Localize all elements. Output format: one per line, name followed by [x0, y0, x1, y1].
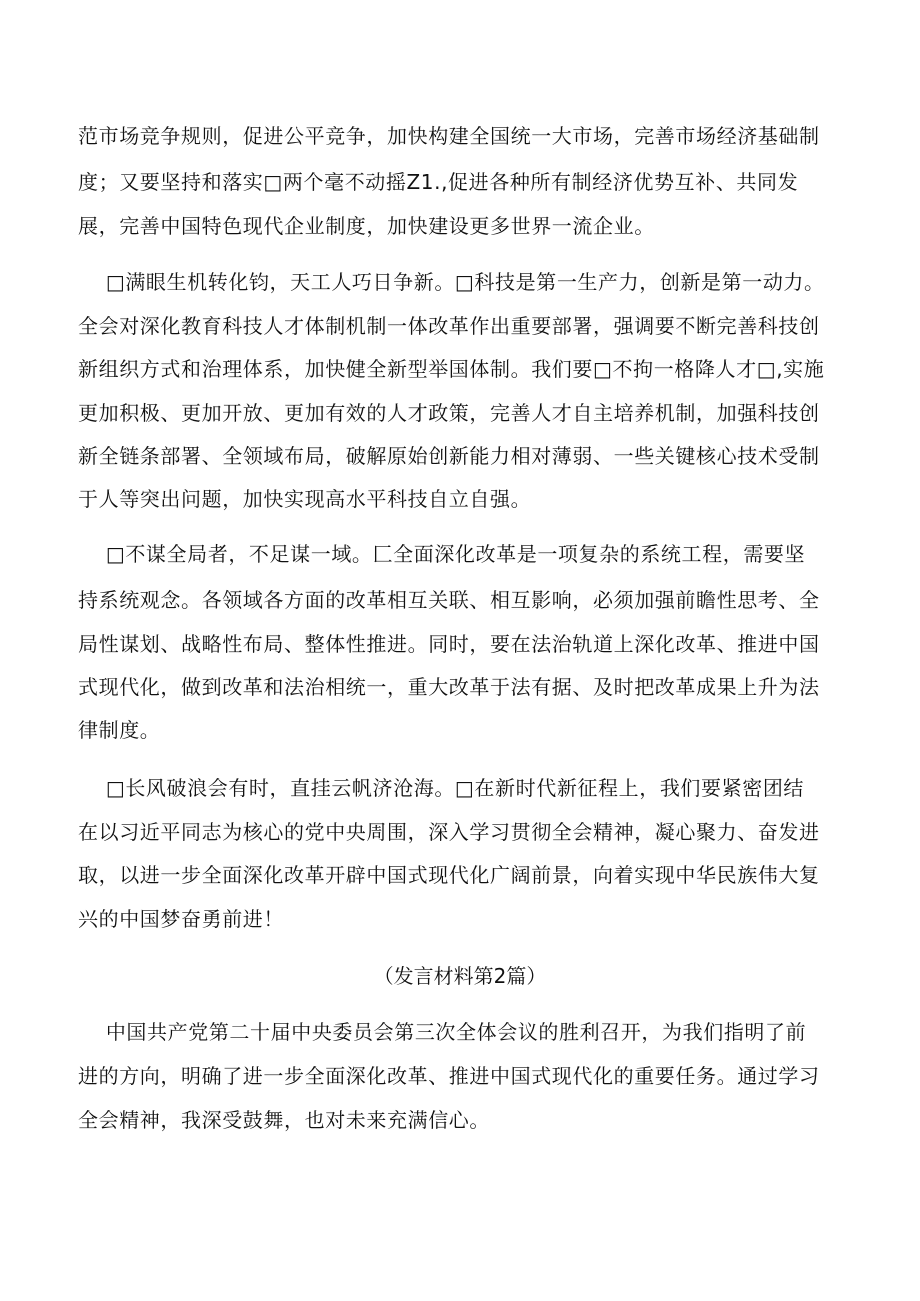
text-line: 于人等突出问题，加快实现高水平科技自立自强。	[78, 487, 532, 511]
text-line: 范市场竞争规则，促进公平竞争，加快构建全国统一大市场，完善市场经济基础制	[78, 124, 820, 148]
text-line: 在以习近平同志为核心的党中央周围，深入学习贯彻全会精神，凝心聚力、奋发进	[78, 820, 820, 844]
text-line: □长风破浪会有时，直挂云帆济沧海。□在新时代新征程上，我们要紧密团结	[78, 776, 805, 800]
text-line: 度；又要坚持和落实□两个毫不动摇Z1.,促进各种所有制经济优势互补、共同发	[78, 170, 799, 194]
text-line: 中国共产党第二十届中央委员会第三次全体会议的胜利召开，为我们指明了前	[78, 1020, 807, 1044]
text-line: 律制度。	[78, 718, 161, 742]
text-line: 新全链条部署、全领域布局，破解原始创新能力相对薄弱、一些关键核心技术受制	[78, 444, 820, 468]
text-line: □不谋全局者，不足谋一域。匚全面深化改革是一项复杂的系统工程，需要坚	[78, 542, 806, 566]
text-line: 全会对深化教育科技人才体制机制一体改革作出重要部署，强调要不断完善科技创	[78, 314, 820, 338]
text-line: 取，以进一步全面深化改革开辟中国式现代化广阔前景，向着实现中华民族伟大复	[78, 863, 820, 887]
text-line: 局性谋划、战略性布局、整体性推进。同时，要在法治轨道上深化改革、推进中国	[78, 632, 820, 656]
text-line: 更加积极、更加开放、更加有效的人才政策，完善人才自主培养机制，加强科技创	[78, 401, 820, 425]
text-line: 展，完善中国特色现代企业制度，加快建设更多世界一流企业。	[78, 214, 655, 238]
text-line: 式现代化，做到改革和法治相统一，重大改革于法有据、及时把改革成果上升为法	[78, 675, 820, 699]
section-heading: （发言材料第2篇）	[373, 964, 547, 988]
text-line: 持系统观念。各领域各方面的改革相互关联、相互影响，必须加强前瞻性思考、全	[78, 588, 820, 612]
text-line: 全会精神，我深受鼓舞，也对未来充满信心。	[78, 1108, 490, 1132]
text-line: 新组织方式和治理体系，加快健全新型举国体制。我们要□不拘一格降人才□,实施	[78, 357, 825, 381]
text-line: 兴的中国梦奋勇前进！	[78, 907, 284, 931]
text-line: □满眼生机转化钧，天工人巧日争新。□科技是第一生产力，创新是第一动力。	[78, 270, 825, 294]
text-line: 进的方向，明确了进一步全面深化改革、推进中国式现代化的重要任务。通过学习	[78, 1064, 820, 1088]
